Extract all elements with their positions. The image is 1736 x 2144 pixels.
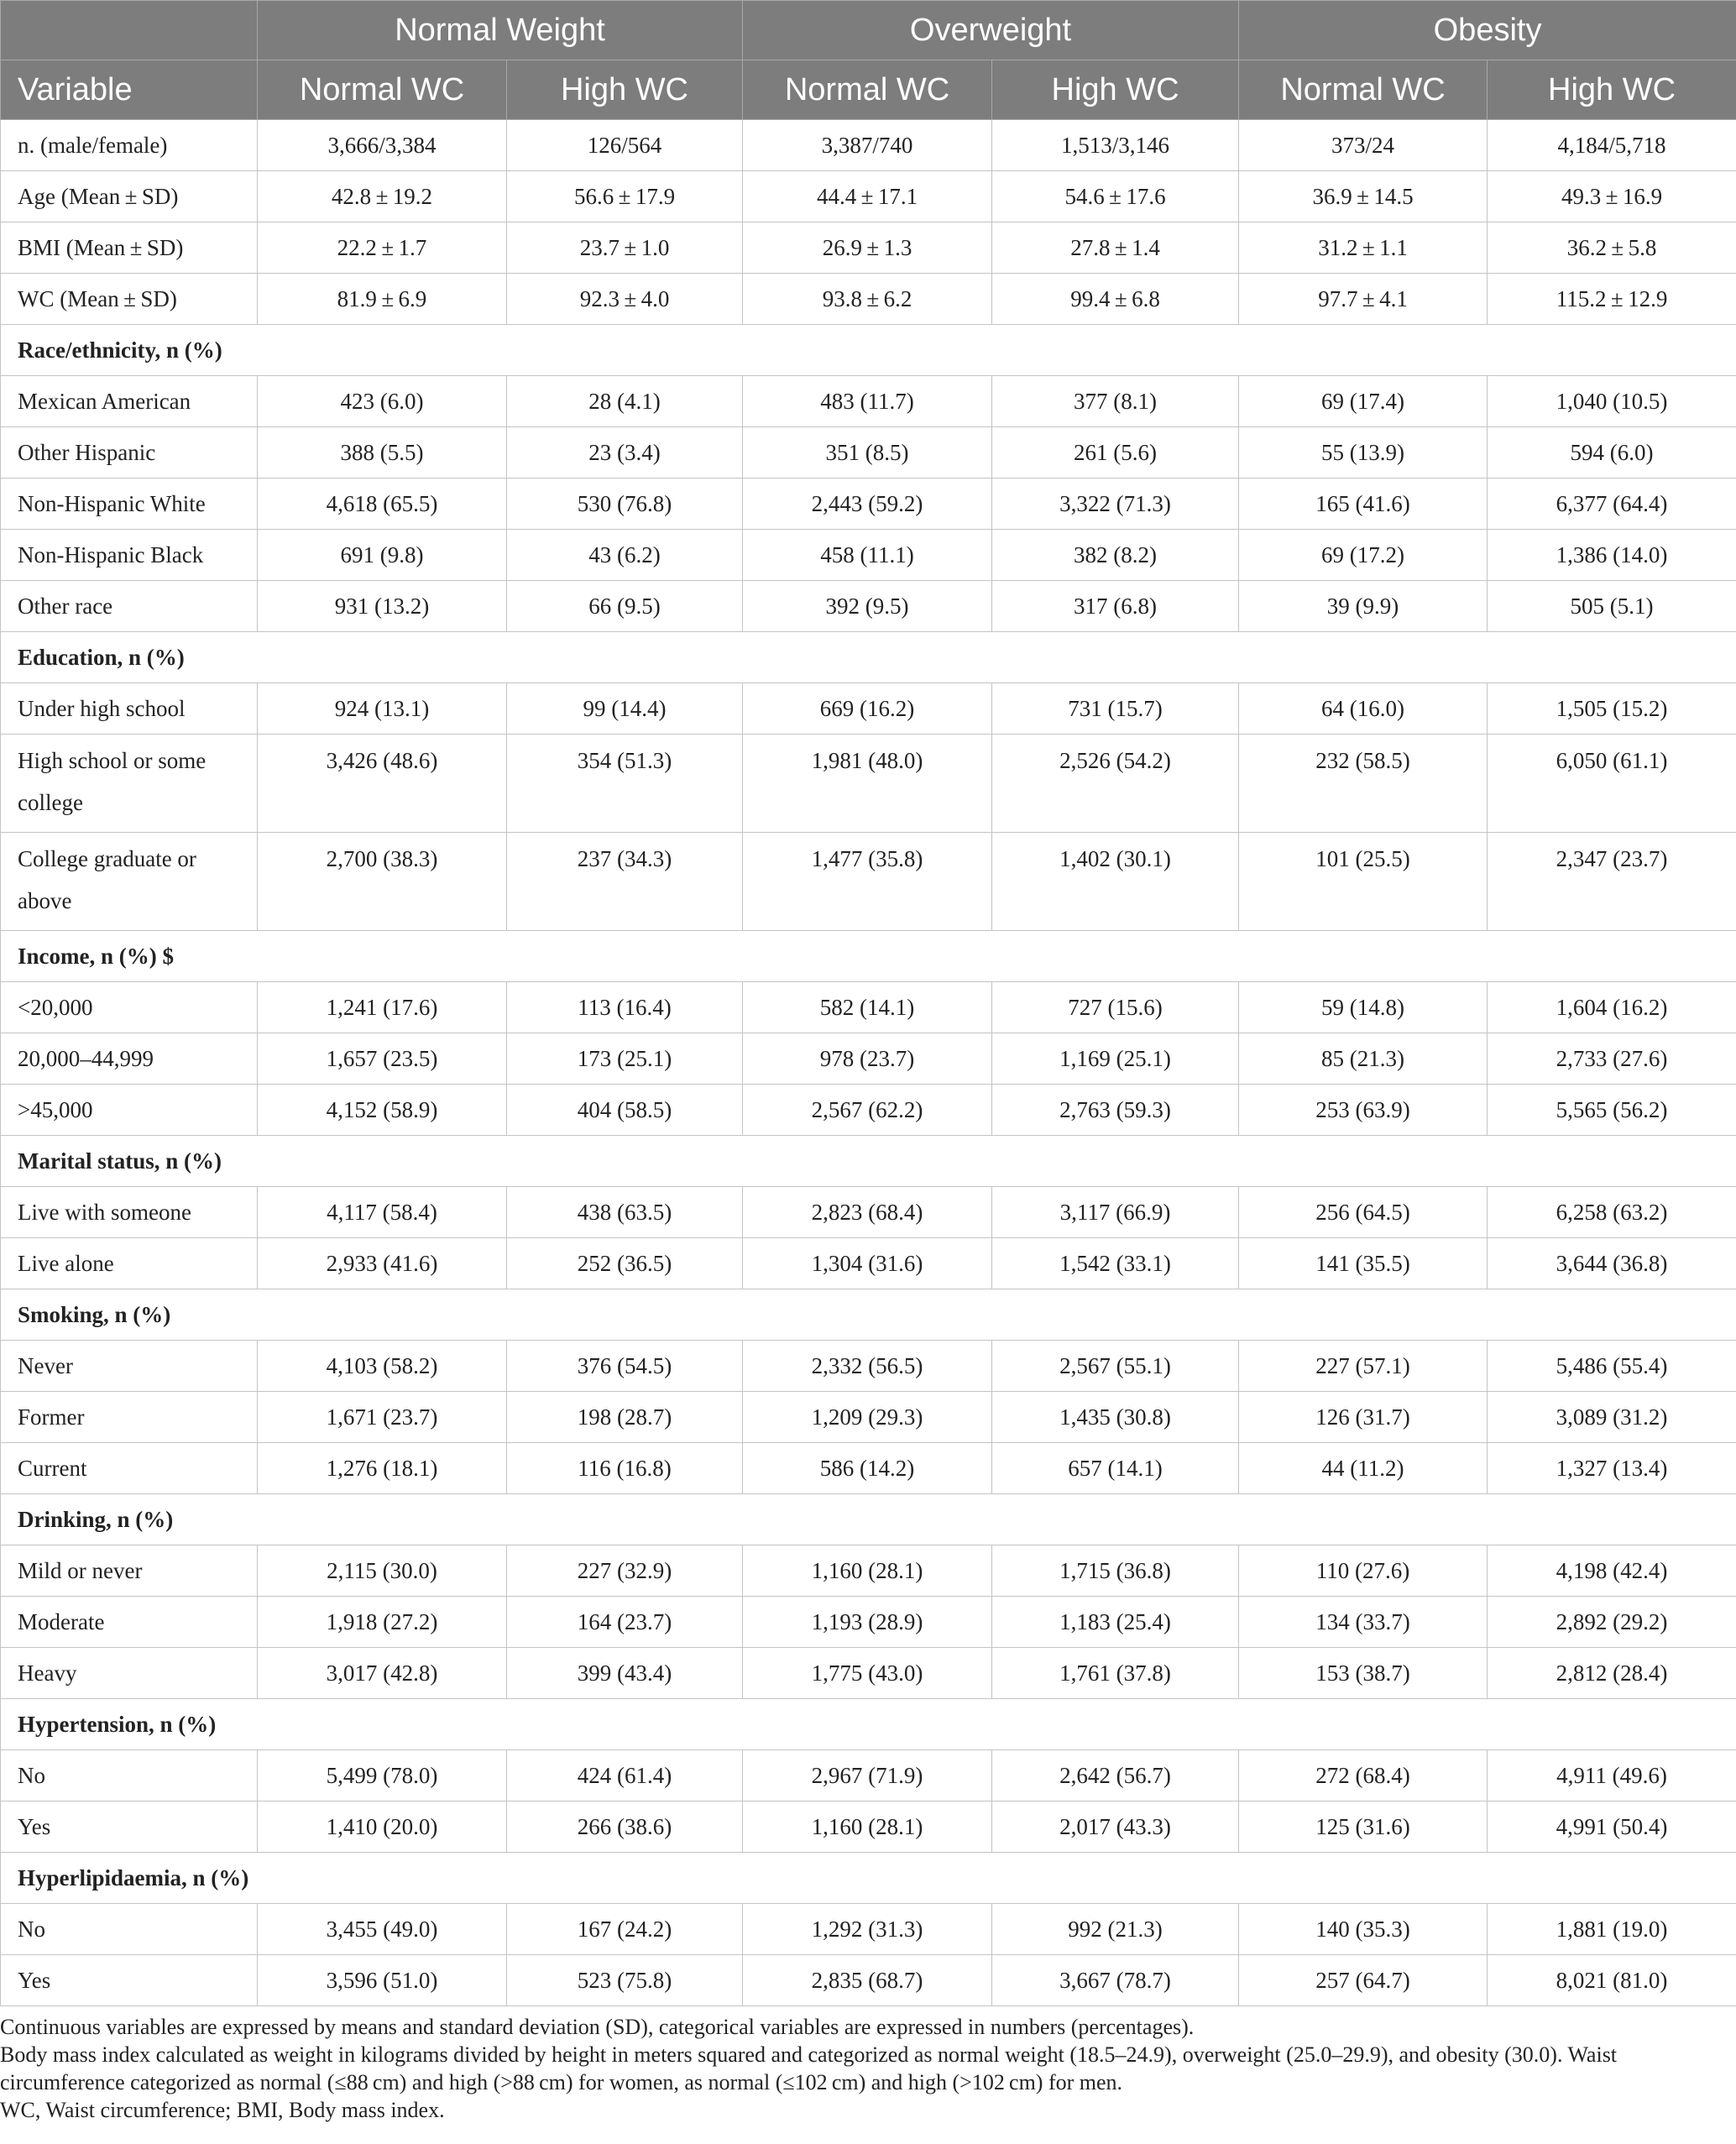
group-header-normal-weight: Normal Weight xyxy=(258,1,743,60)
section-title: Education, n (%) xyxy=(1,632,1736,683)
row-label: Other Hispanic xyxy=(1,427,258,478)
value-cell: 26.9 ± 1.3 xyxy=(743,222,992,274)
value-cell: 1,209 (29.3) xyxy=(743,1392,992,1443)
value-cell: 924 (13.1) xyxy=(258,683,507,735)
subheader-normal-weight-normal-wc: Normal WC xyxy=(258,60,507,120)
row-label: >45,000 xyxy=(1,1085,258,1136)
value-cell: 4,198 (42.4) xyxy=(1488,1545,1736,1597)
row-label: Live alone xyxy=(1,1238,258,1289)
sub-header-row xyxy=(1,60,1736,120)
value-cell: 2,347 (23.7) xyxy=(1488,833,1736,931)
section-title: Income, n (%) $ xyxy=(1,931,1736,982)
table-row xyxy=(1,1392,1736,1443)
value-cell: 253 (63.9) xyxy=(1239,1085,1488,1136)
value-cell: 2,835 (68.7) xyxy=(743,1955,992,2006)
table-row xyxy=(1,1904,1736,1955)
value-cell: 27.8 ± 1.4 xyxy=(992,222,1239,274)
value-cell: 382 (8.2) xyxy=(992,530,1239,581)
value-cell: 594 (6.0) xyxy=(1488,427,1736,478)
value-cell: 1,435 (30.8) xyxy=(992,1392,1239,1443)
value-cell: 28 (4.1) xyxy=(507,376,743,427)
value-cell: 153 (38.7) xyxy=(1239,1648,1488,1699)
value-cell: 66 (9.5) xyxy=(507,581,743,632)
value-cell: 140 (35.3) xyxy=(1239,1904,1488,1955)
value-cell: 2,933 (41.6) xyxy=(258,1238,507,1289)
table-body xyxy=(1,120,1736,2006)
value-cell: 399 (43.4) xyxy=(507,1648,743,1699)
value-cell: 97.7 ± 4.1 xyxy=(1239,274,1488,325)
value-cell: 377 (8.1) xyxy=(992,376,1239,427)
value-cell: 727 (15.6) xyxy=(992,982,1239,1033)
table-row xyxy=(1,222,1736,274)
value-cell: 69 (17.4) xyxy=(1239,376,1488,427)
table-row xyxy=(1,1187,1736,1238)
value-cell: 44 (11.2) xyxy=(1239,1443,1488,1494)
footnote: Continuous variables are expressed by means and standard deviation (SD), categorical variables are expressed in numbers (percentages). xyxy=(0,2015,1195,2039)
row-label: No xyxy=(1,1904,258,1955)
value-cell: 1,183 (25.4) xyxy=(992,1597,1239,1648)
value-cell: 1,775 (43.0) xyxy=(743,1648,992,1699)
header-blank-cell xyxy=(1,1,258,60)
row-label: Under high school xyxy=(1,683,258,735)
value-cell: 3,017 (42.8) xyxy=(258,1648,507,1699)
value-cell: 1,304 (31.6) xyxy=(743,1238,992,1289)
value-cell: 115.2 ± 12.9 xyxy=(1488,274,1736,325)
value-cell: 55 (13.9) xyxy=(1239,427,1488,478)
table-row xyxy=(1,1085,1736,1136)
value-cell: 227 (32.9) xyxy=(507,1545,743,1597)
row-label: Live with someone xyxy=(1,1187,258,1238)
row-label: Other race xyxy=(1,581,258,632)
value-cell: 99 (14.4) xyxy=(507,683,743,735)
value-cell: 657 (14.1) xyxy=(992,1443,1239,1494)
value-cell: 2,642 (56.7) xyxy=(992,1750,1239,1801)
section-header-row xyxy=(1,1494,1736,1545)
row-label: Non-Hispanic White xyxy=(1,478,258,530)
section-header-row xyxy=(1,931,1736,982)
table-row xyxy=(1,683,1736,735)
subheader-overweight-normal-wc: Normal WC xyxy=(743,60,992,120)
row-label: Mild or never xyxy=(1,1545,258,1597)
table-row xyxy=(1,982,1736,1033)
value-cell: 1,292 (31.3) xyxy=(743,1904,992,1955)
value-cell: 2,526 (54.2) xyxy=(992,735,1239,833)
value-cell: 237 (34.3) xyxy=(507,833,743,931)
subheader-normal-weight-high-wc: High WC xyxy=(507,60,743,120)
value-cell: 5,499 (78.0) xyxy=(258,1750,507,1801)
table-row xyxy=(1,1648,1736,1699)
value-cell: 1,327 (13.4) xyxy=(1488,1443,1736,1494)
footnote: WC, Waist circumference; BMI, Body mass index. xyxy=(0,2098,445,2122)
row-label: Mexican American xyxy=(1,376,258,427)
value-cell: 438 (63.5) xyxy=(507,1187,743,1238)
section-header-row xyxy=(1,1699,1736,1750)
value-cell: 232 (58.5) xyxy=(1239,735,1488,833)
value-cell: 2,700 (38.3) xyxy=(258,833,507,931)
value-cell: 2,115 (30.0) xyxy=(258,1545,507,1597)
value-cell: 165 (41.6) xyxy=(1239,478,1488,530)
value-cell: 376 (54.5) xyxy=(507,1341,743,1392)
section-header-row xyxy=(1,1853,1736,1904)
group-header-overweight: Overweight xyxy=(743,1,1239,60)
value-cell: 272 (68.4) xyxy=(1239,1750,1488,1801)
value-cell: 3,426 (48.6) xyxy=(258,735,507,833)
row-label: College graduate or above xyxy=(1,833,258,931)
section-title: Race/ethnicity, n (%) xyxy=(1,325,1736,376)
value-cell: 392 (9.5) xyxy=(743,581,992,632)
value-cell: 3,387/740 xyxy=(743,120,992,171)
value-cell: 64 (16.0) xyxy=(1239,683,1488,735)
table-row xyxy=(1,1238,1736,1289)
table-row xyxy=(1,833,1736,931)
value-cell: 1,241 (17.6) xyxy=(258,982,507,1033)
table-row xyxy=(1,1341,1736,1392)
value-cell: 2,443 (59.2) xyxy=(743,478,992,530)
value-cell: 3,644 (36.8) xyxy=(1488,1238,1736,1289)
value-cell: 81.9 ± 6.9 xyxy=(258,274,507,325)
subheader-obesity-normal-wc: Normal WC xyxy=(1239,60,1488,120)
value-cell: 388 (5.5) xyxy=(258,427,507,478)
value-cell: 8,021 (81.0) xyxy=(1488,1955,1736,2006)
value-cell: 23.7 ± 1.0 xyxy=(507,222,743,274)
value-cell: 2,332 (56.5) xyxy=(743,1341,992,1392)
row-label: <20,000 xyxy=(1,982,258,1033)
value-cell: 173 (25.1) xyxy=(507,1033,743,1085)
group-header-obesity: Obesity xyxy=(1239,1,1736,60)
value-cell: 116 (16.8) xyxy=(507,1443,743,1494)
value-cell: 731 (15.7) xyxy=(992,683,1239,735)
value-cell: 266 (38.6) xyxy=(507,1801,743,1853)
value-cell: 167 (24.2) xyxy=(507,1904,743,1955)
table-row xyxy=(1,1033,1736,1085)
value-cell: 423 (6.0) xyxy=(258,376,507,427)
value-cell: 992 (21.3) xyxy=(992,1904,1239,1955)
value-cell: 978 (23.7) xyxy=(743,1033,992,1085)
row-label: Current xyxy=(1,1443,258,1494)
value-cell: 39 (9.9) xyxy=(1239,581,1488,632)
value-cell: 1,918 (27.2) xyxy=(258,1597,507,1648)
value-cell: 31.2 ± 1.1 xyxy=(1239,222,1488,274)
value-cell: 1,160 (28.1) xyxy=(743,1801,992,1853)
value-cell: 113 (16.4) xyxy=(507,982,743,1033)
value-cell: 3,596 (51.0) xyxy=(258,1955,507,2006)
value-cell: 99.4 ± 6.8 xyxy=(992,274,1239,325)
value-cell: 125 (31.6) xyxy=(1239,1801,1488,1853)
value-cell: 373/24 xyxy=(1239,120,1488,171)
value-cell: 141 (35.5) xyxy=(1239,1238,1488,1289)
row-label: Yes xyxy=(1,1955,258,2006)
value-cell: 931 (13.2) xyxy=(258,581,507,632)
section-header-row xyxy=(1,1289,1736,1341)
group-header-row xyxy=(1,1,1736,60)
table-row xyxy=(1,1750,1736,1801)
value-cell: 424 (61.4) xyxy=(507,1750,743,1801)
value-cell: 110 (27.6) xyxy=(1239,1545,1488,1597)
table-footnotes xyxy=(0,2013,1721,2124)
table-row xyxy=(1,1955,1736,2006)
value-cell: 5,486 (55.4) xyxy=(1488,1341,1736,1392)
value-cell: 256 (64.5) xyxy=(1239,1187,1488,1238)
row-label: Yes xyxy=(1,1801,258,1853)
value-cell: 2,733 (27.6) xyxy=(1488,1033,1736,1085)
value-cell: 252 (36.5) xyxy=(507,1238,743,1289)
row-label: WC (Mean ± SD) xyxy=(1,274,258,325)
row-label: Never xyxy=(1,1341,258,1392)
value-cell: 227 (57.1) xyxy=(1239,1341,1488,1392)
value-cell: 4,117 (58.4) xyxy=(258,1187,507,1238)
value-cell: 3,455 (49.0) xyxy=(258,1904,507,1955)
table-row xyxy=(1,530,1736,581)
value-cell: 1,881 (19.0) xyxy=(1488,1904,1736,1955)
value-cell: 2,967 (71.9) xyxy=(743,1750,992,1801)
row-label: High school or some college xyxy=(1,735,258,833)
value-cell: 4,152 (58.9) xyxy=(258,1085,507,1136)
value-cell: 1,604 (16.2) xyxy=(1488,982,1736,1033)
table-row xyxy=(1,1801,1736,1853)
value-cell: 2,567 (62.2) xyxy=(743,1085,992,1136)
value-cell: 3,089 (31.2) xyxy=(1488,1392,1736,1443)
variable-header: Variable xyxy=(1,60,258,120)
value-cell: 4,184/5,718 xyxy=(1488,120,1736,171)
value-cell: 36.9 ± 14.5 xyxy=(1239,171,1488,222)
value-cell: 2,567 (55.1) xyxy=(992,1341,1239,1392)
subheader-obesity-high-wc: High WC xyxy=(1488,60,1736,120)
value-cell: 93.8 ± 6.2 xyxy=(743,274,992,325)
section-header-row xyxy=(1,1136,1736,1187)
table-row xyxy=(1,581,1736,632)
section-title: Marital status, n (%) xyxy=(1,1136,1736,1187)
row-label: No xyxy=(1,1750,258,1801)
value-cell: 1,040 (10.5) xyxy=(1488,376,1736,427)
section-title: Smoking, n (%) xyxy=(1,1289,1736,1341)
value-cell: 4,911 (49.6) xyxy=(1488,1750,1736,1801)
value-cell: 5,565 (56.2) xyxy=(1488,1085,1736,1136)
value-cell: 1,410 (20.0) xyxy=(258,1801,507,1853)
value-cell: 3,666/3,384 xyxy=(258,120,507,171)
value-cell: 1,160 (28.1) xyxy=(743,1545,992,1597)
value-cell: 126/564 xyxy=(507,120,743,171)
value-cell: 1,761 (37.8) xyxy=(992,1648,1239,1699)
value-cell: 6,377 (64.4) xyxy=(1488,478,1736,530)
value-cell: 3,117 (66.9) xyxy=(992,1187,1239,1238)
table-header xyxy=(1,1,1736,120)
row-label: Non-Hispanic Black xyxy=(1,530,258,581)
value-cell: 1,276 (18.1) xyxy=(258,1443,507,1494)
value-cell: 1,169 (25.1) xyxy=(992,1033,1239,1085)
table-row xyxy=(1,120,1736,171)
row-label: BMI (Mean ± SD) xyxy=(1,222,258,274)
value-cell: 69 (17.2) xyxy=(1239,530,1488,581)
value-cell: 44.4 ± 17.1 xyxy=(743,171,992,222)
row-label: 20,000–44,999 xyxy=(1,1033,258,1085)
value-cell: 523 (75.8) xyxy=(507,1955,743,2006)
value-cell: 2,763 (59.3) xyxy=(992,1085,1239,1136)
table-row xyxy=(1,274,1736,325)
value-cell: 1,715 (36.8) xyxy=(992,1545,1239,1597)
value-cell: 257 (64.7) xyxy=(1239,1955,1488,2006)
value-cell: 586 (14.2) xyxy=(743,1443,992,1494)
table-row xyxy=(1,171,1736,222)
value-cell: 22.2 ± 1.7 xyxy=(258,222,507,274)
value-cell: 1,657 (23.5) xyxy=(258,1033,507,1085)
value-cell: 1,505 (15.2) xyxy=(1488,683,1736,735)
value-cell: 1,386 (14.0) xyxy=(1488,530,1736,581)
value-cell: 669 (16.2) xyxy=(743,683,992,735)
value-cell: 404 (58.5) xyxy=(507,1085,743,1136)
value-cell: 42.8 ± 19.2 xyxy=(258,171,507,222)
value-cell: 2,812 (28.4) xyxy=(1488,1648,1736,1699)
value-cell: 2,017 (43.3) xyxy=(992,1801,1239,1853)
value-cell: 505 (5.1) xyxy=(1488,581,1736,632)
value-cell: 85 (21.3) xyxy=(1239,1033,1488,1085)
value-cell: 36.2 ± 5.8 xyxy=(1488,222,1736,274)
table-row xyxy=(1,735,1736,833)
subheader-overweight-high-wc: High WC xyxy=(992,60,1239,120)
value-cell: 43 (6.2) xyxy=(507,530,743,581)
value-cell: 4,991 (50.4) xyxy=(1488,1801,1736,1853)
value-cell: 6,050 (61.1) xyxy=(1488,735,1736,833)
value-cell: 317 (6.8) xyxy=(992,581,1239,632)
value-cell: 126 (31.7) xyxy=(1239,1392,1488,1443)
value-cell: 164 (23.7) xyxy=(507,1597,743,1648)
row-label: n. (male/female) xyxy=(1,120,258,171)
value-cell: 483 (11.7) xyxy=(743,376,992,427)
table-row xyxy=(1,1545,1736,1597)
value-cell: 2,823 (68.4) xyxy=(743,1187,992,1238)
value-cell: 1,402 (30.1) xyxy=(992,833,1239,931)
value-cell: 1,513/3,146 xyxy=(992,120,1239,171)
value-cell: 3,322 (71.3) xyxy=(992,478,1239,530)
value-cell: 530 (76.8) xyxy=(507,478,743,530)
value-cell: 4,618 (65.5) xyxy=(258,478,507,530)
value-cell: 92.3 ± 4.0 xyxy=(507,274,743,325)
value-cell: 2,892 (29.2) xyxy=(1488,1597,1736,1648)
row-label: Former xyxy=(1,1392,258,1443)
value-cell: 23 (3.4) xyxy=(507,427,743,478)
table-row xyxy=(1,427,1736,478)
value-cell: 1,981 (48.0) xyxy=(743,735,992,833)
row-label: Age (Mean ± SD) xyxy=(1,171,258,222)
value-cell: 59 (14.8) xyxy=(1239,982,1488,1033)
value-cell: 198 (28.7) xyxy=(507,1392,743,1443)
table-row xyxy=(1,1443,1736,1494)
section-header-row xyxy=(1,325,1736,376)
value-cell: 4,103 (58.2) xyxy=(258,1341,507,1392)
table-row xyxy=(1,376,1736,427)
value-cell: 691 (9.8) xyxy=(258,530,507,581)
table-row xyxy=(1,478,1736,530)
section-title: Hypertension, n (%) xyxy=(1,1699,1736,1750)
table-row xyxy=(1,1597,1736,1648)
value-cell: 134 (33.7) xyxy=(1239,1597,1488,1648)
value-cell: 351 (8.5) xyxy=(743,427,992,478)
value-cell: 1,671 (23.7) xyxy=(258,1392,507,1443)
value-cell: 6,258 (63.2) xyxy=(1488,1187,1736,1238)
value-cell: 54.6 ± 17.6 xyxy=(992,171,1239,222)
section-header-row xyxy=(1,632,1736,683)
value-cell: 101 (25.5) xyxy=(1239,833,1488,931)
value-cell: 582 (14.1) xyxy=(743,982,992,1033)
section-title: Drinking, n (%) xyxy=(1,1494,1736,1545)
value-cell: 261 (5.6) xyxy=(992,427,1239,478)
value-cell: 354 (51.3) xyxy=(507,735,743,833)
value-cell: 1,477 (35.8) xyxy=(743,833,992,931)
footnote: Body mass index calculated as weight in kilograms divided by height in meters squared and categorized as normal weight (18.5–24.9), overweight (25.0–29.9), and obesity (30.0). Waist circumference categorized as normal (≤88 cm) and high (>88 cm) for women, as normal (≤102 cm) and high (>102 cm) for men. xyxy=(0,2042,1618,2094)
value-cell: 1,542 (33.1) xyxy=(992,1238,1239,1289)
value-cell: 458 (11.1) xyxy=(743,530,992,581)
value-cell: 56.6 ± 17.9 xyxy=(507,171,743,222)
row-label: Moderate xyxy=(1,1597,258,1648)
value-cell: 3,667 (78.7) xyxy=(992,1955,1239,2006)
value-cell: 49.3 ± 16.9 xyxy=(1488,171,1736,222)
section-title: Hyperlipidaemia, n (%) xyxy=(1,1853,1736,1904)
row-label: Heavy xyxy=(1,1648,258,1699)
value-cell: 1,193 (28.9) xyxy=(743,1597,992,1648)
